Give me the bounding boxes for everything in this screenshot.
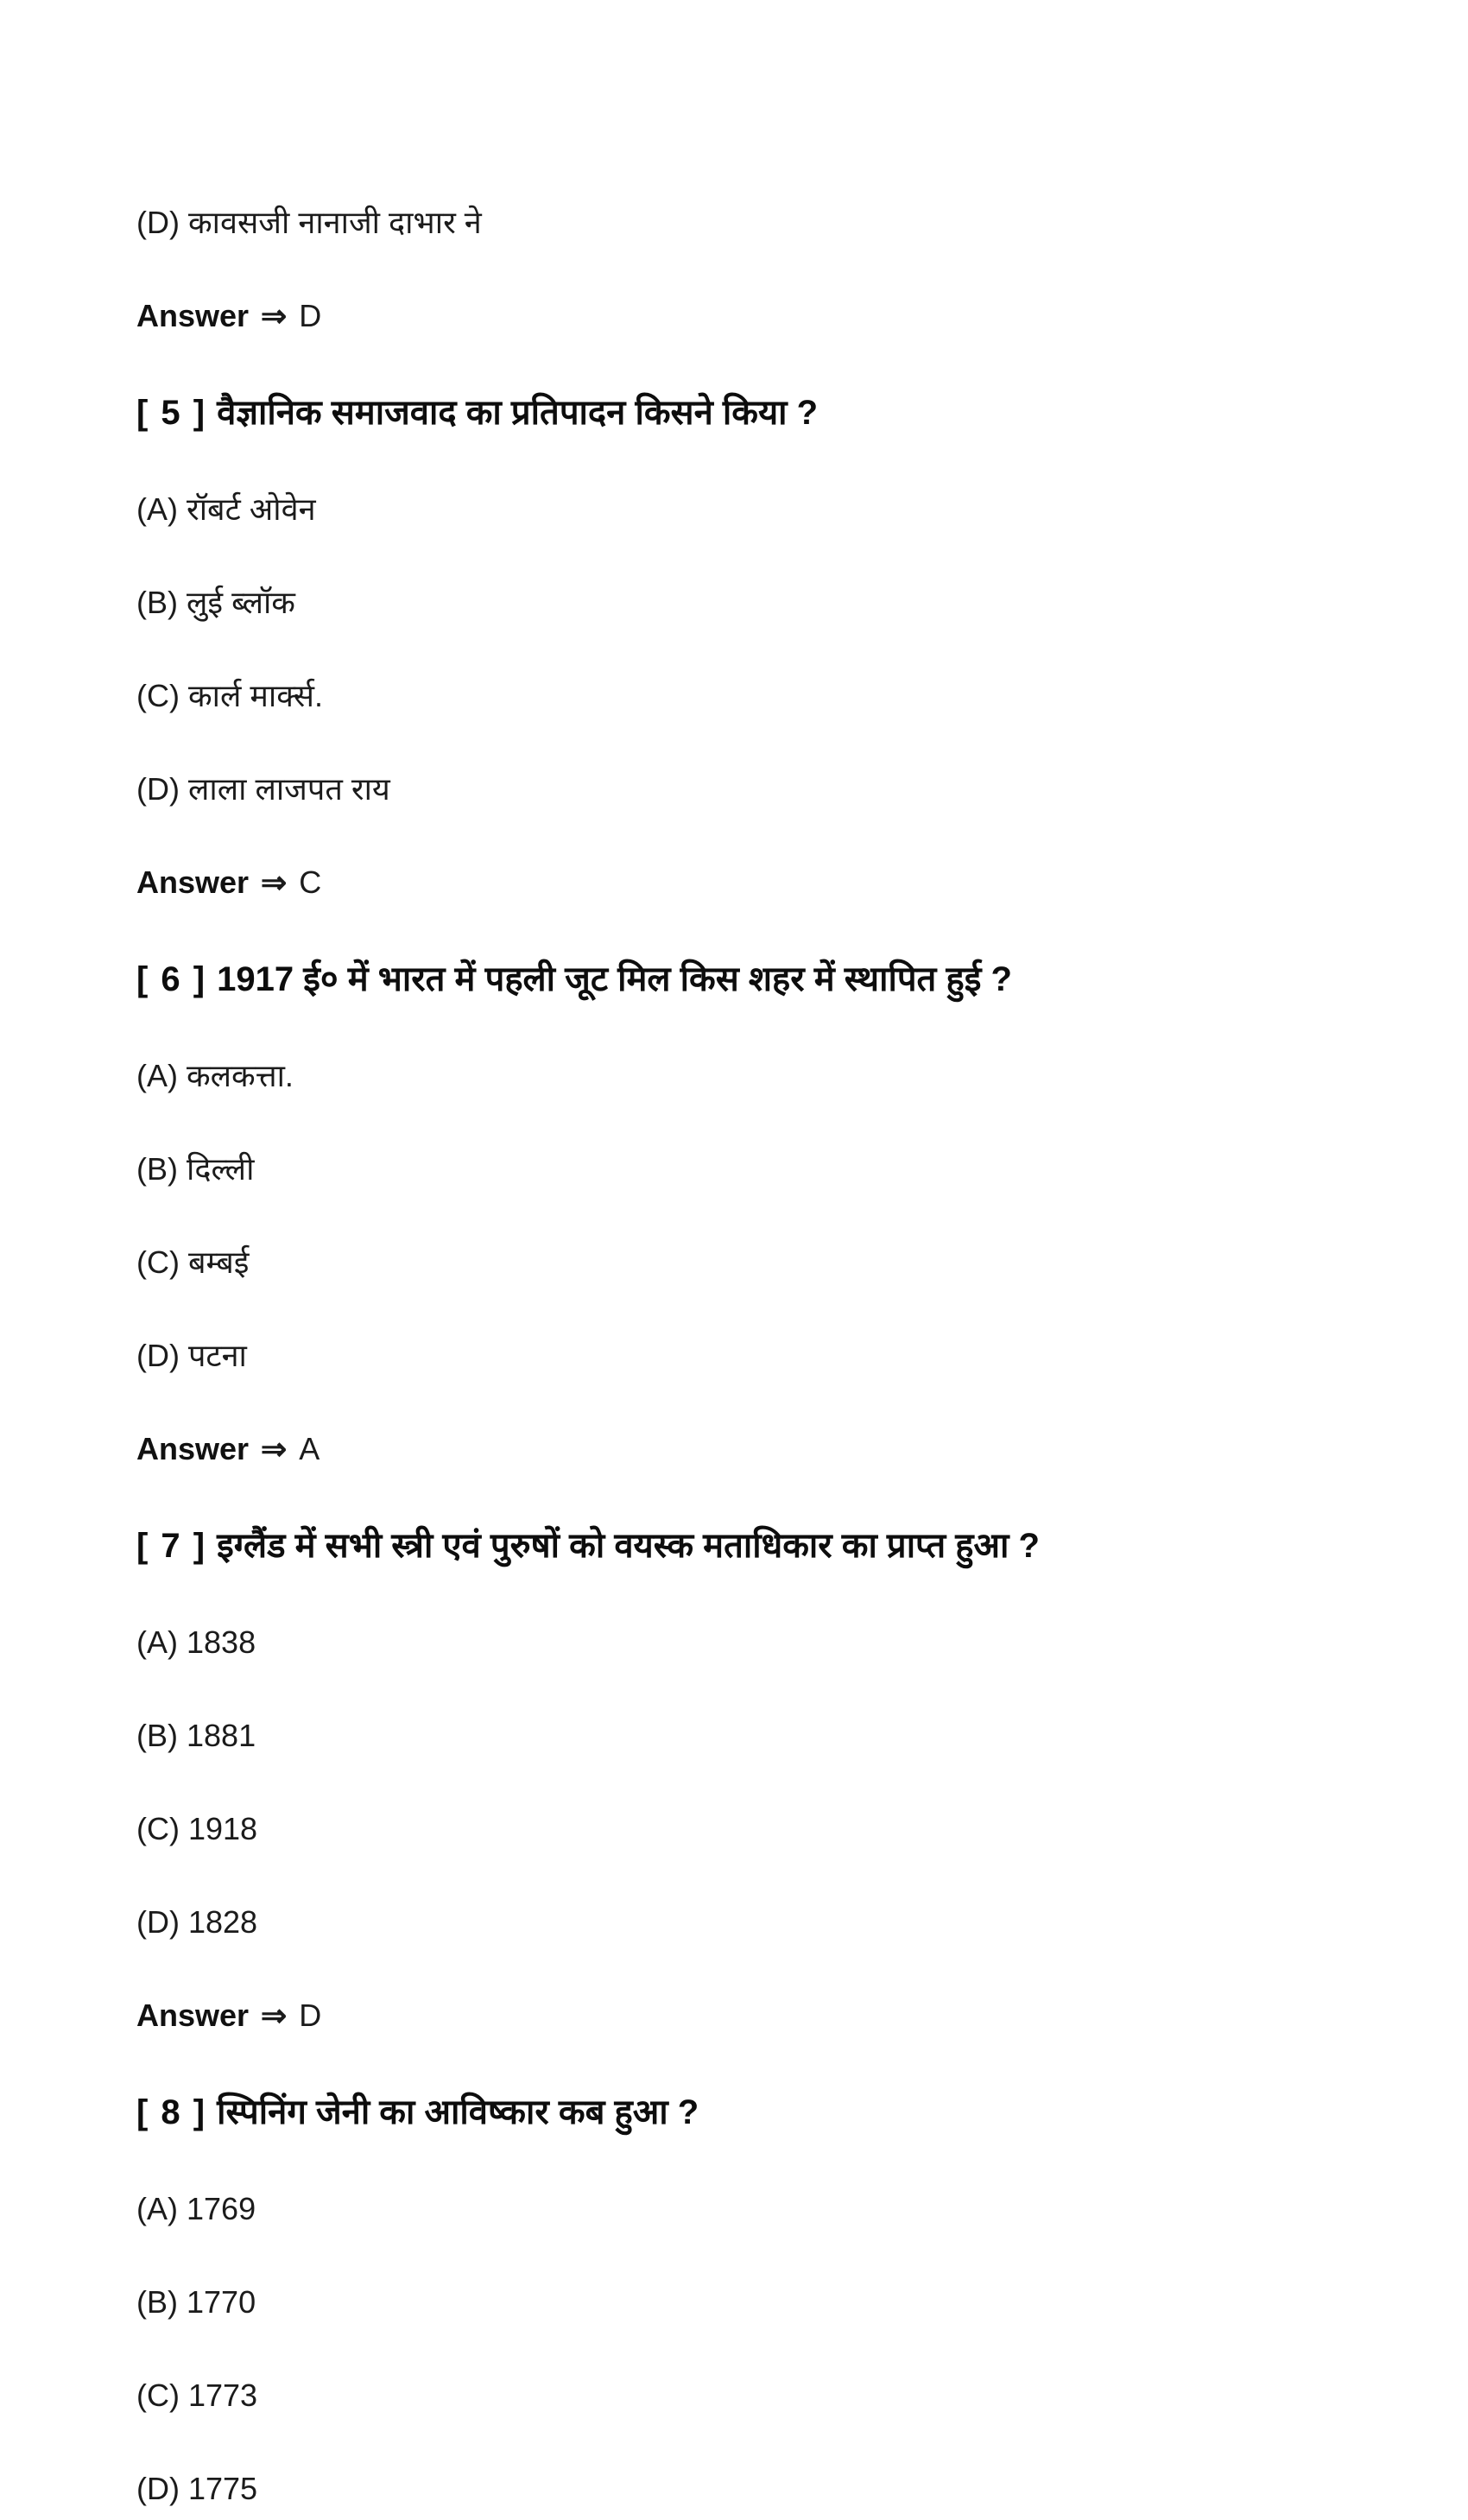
prev-question-answer-line: [136, 285, 1390, 347]
question-number: [ 7 ]: [136, 1527, 207, 1565]
option-label: (A): [136, 1058, 178, 1093]
answer-arrow-icon: ⇒: [261, 864, 288, 900]
option-text: 1918: [187, 1811, 258, 1846]
question-8: [136, 2081, 1390, 2143]
question-8-option-c: [136, 2365, 1390, 2427]
option-label: (A): [136, 491, 178, 527]
question-5-option-d: [136, 758, 1390, 820]
answer-label: Answer: [136, 298, 250, 333]
option-text: बम्बई: [187, 1244, 250, 1280]
option-label: (D): [136, 771, 180, 807]
option-text: कार्ल मार्क्स.: [187, 678, 323, 713]
question-6-option-b: [136, 1138, 1390, 1200]
question-7: [136, 1515, 1390, 1577]
question-text: वैज्ञानिक समाजवाद का प्रतिपादन किसने किया ?: [217, 394, 819, 432]
option-label: (C): [136, 1811, 180, 1846]
option-label: (D): [136, 1338, 180, 1373]
question-number: [ 5 ]: [136, 394, 207, 432]
question-number: [ 8 ]: [136, 2093, 207, 2131]
answer-value: C: [299, 864, 322, 900]
option-label: (C): [136, 1244, 180, 1280]
option-text: कावसजी नानाजी दाभार ने: [187, 205, 482, 240]
question-5-option-b: [136, 572, 1390, 634]
option-label: (B): [136, 1718, 178, 1753]
question-7-option-b: [136, 1705, 1390, 1767]
option-text: लाला लाजपत राय: [187, 771, 390, 807]
question-number: [ 6 ]: [136, 960, 207, 998]
option-label: (C): [136, 678, 180, 713]
option-text: 1770: [187, 2284, 256, 2320]
question-6-option-c: [136, 1232, 1390, 1294]
question-8-option-b: [136, 2271, 1390, 2333]
question-5-answer-line: [136, 852, 1390, 914]
option-text: 1838: [187, 1624, 256, 1660]
option-text: रॉबर्ट ओवेन: [187, 491, 316, 527]
option-label: (B): [136, 2284, 178, 2320]
option-text: 1775: [187, 2471, 258, 2506]
question-8-option-a: [136, 2178, 1390, 2240]
question-6-answer-line: [136, 1418, 1390, 1480]
question-6: [136, 948, 1390, 1010]
option-text: कलकत्ता.: [187, 1058, 294, 1093]
question-8-option-d: [136, 2458, 1390, 2520]
answer-label: Answer: [136, 1998, 250, 2033]
question-5: [136, 382, 1390, 444]
option-label: (D): [136, 2471, 180, 2506]
answer-value: D: [299, 1998, 322, 2033]
option-text: लुई ब्लॉक: [187, 585, 295, 620]
question-7-option-d: [136, 1891, 1390, 1953]
option-text: 1773: [187, 2378, 258, 2413]
answer-label: Answer: [136, 864, 250, 900]
option-text: दिल्ली: [187, 1151, 255, 1187]
option-label: (A): [136, 1624, 178, 1660]
question-text: इग्लैंड में सभी स्त्री एवं पुरुषों को वयस्क मताधिकार का प्राप्त हुआ ?: [217, 1527, 1040, 1565]
question-text: स्पिनिंग जेनी का आविष्कार कब हुआ ?: [217, 2093, 699, 2131]
answer-arrow-icon: ⇒: [261, 298, 288, 333]
question-6-option-d: [136, 1325, 1390, 1387]
option-text: पटना: [187, 1338, 247, 1373]
option-text: 1828: [187, 1904, 258, 1940]
answer-arrow-icon: ⇒: [261, 1431, 288, 1466]
question-text: 1917 ई० में भारत में पहली जूट मिल किस शहर में स्थापित हुई ?: [217, 960, 1012, 998]
option-label: (D): [136, 205, 180, 240]
option-text: 1769: [187, 2191, 256, 2226]
answer-label: Answer: [136, 1431, 250, 1466]
question-7-option-c: [136, 1798, 1390, 1860]
answer-value: A: [299, 1431, 320, 1466]
option-label: (B): [136, 1151, 178, 1187]
option-label: (C): [136, 2378, 180, 2413]
question-5-option-c: [136, 665, 1390, 727]
prev-question-option-d: [136, 192, 1390, 254]
option-text: 1881: [187, 1718, 256, 1753]
option-label: (D): [136, 1904, 180, 1940]
answer-arrow-icon: ⇒: [261, 1998, 288, 2033]
option-label: (B): [136, 585, 178, 620]
question-6-option-a: [136, 1045, 1390, 1107]
answer-value: D: [299, 298, 322, 333]
option-label: (A): [136, 2191, 178, 2226]
question-7-option-a: [136, 1611, 1390, 1674]
question-5-option-a: [136, 478, 1390, 541]
question-7-answer-line: [136, 1985, 1390, 2047]
